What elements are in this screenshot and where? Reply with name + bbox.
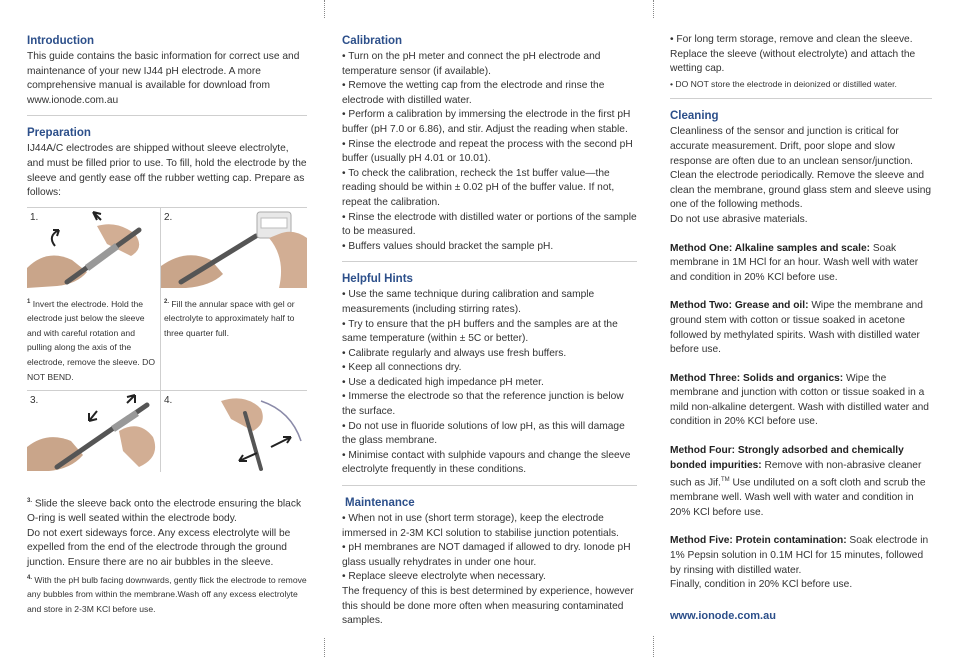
- hint-item: • Keep all connections dry.: [342, 362, 462, 374]
- calibration-item: • Remove the wetting cap from the electrode and rinse the electrode with distilled water.: [342, 80, 605, 106]
- hands-replacing-sleeve-illustration: [27, 391, 161, 472]
- hint-item: • Do not use in fluoride solutions of low pH, as this will damage the glass membrane.: [342, 420, 625, 447]
- maintenance-item: • When not in use (short term storage), keep the electrode immersed in 2-3M KCl solution to stabilise junction potentials.: [342, 513, 619, 539]
- website-link[interactable]: www.ionode.com.au: [670, 609, 776, 622]
- step-3-caption: $^{3.}$ Slide the sleeve back onto the electrode ensuring the black O-ring is well seated within the electrode body.: [27, 498, 302, 525]
- step-3-number: 3.: [30, 395, 39, 407]
- maintenance-heading: Maintenance: [345, 497, 415, 510]
- helpful-hints-heading: Helpful Hints: [342, 273, 413, 286]
- hand-filling-electrolyte-illustration: [161, 208, 307, 289]
- cleaning-note: Do not use abrasive materials.: [670, 213, 808, 225]
- preparation-heading: Preparation: [27, 127, 91, 140]
- method-five: Method Five: Protein contamination: Soak electrode in 1% Pepsin solution in 0.1M HCl for 15 minutes, followed by rinsing with distilled water.: [670, 535, 929, 576]
- divider: [670, 98, 932, 99]
- fold-mark-top-right: [653, 0, 654, 18]
- calibration-item: • Perform a calibration by immersing the electrode in the first pH buffer (pH 7.0 or 6.86), and stir. Adjust the reading when stable.: [342, 109, 631, 135]
- method-four: Method Four: Strongly adsorbed and chemically bonded impurities: Remove with non-abrasive cleaner such as Jif.™ Use undiluted on a soft cloth and scrub the membrane well. Wash well with water and condition in 20% KCl before use.: [670, 445, 926, 518]
- step-1-photo: [27, 208, 161, 289]
- step-4-caption: $^{4.}$ With the pH bulb facing downwards, gently flick the electrode to remove any bubbles from within the membrane.Wash off any excess electrolyte and store in 2-3M KCl before use.: [27, 574, 307, 614]
- method-three: Method Three: Solids and organics: Wipe the membrane and junction with cotton or tissue soaked in a mild non-alkaline detergent. Wash with distilled water and condition in 20% KCl before use.: [670, 372, 929, 428]
- introduction-heading: Introduction: [27, 35, 95, 47]
- fold-mark-top-left: [324, 0, 325, 18]
- step-3-photo: [27, 390, 161, 472]
- step-2-number: 2.: [164, 211, 173, 223]
- hint-item: • Use the same technique during calibration and sample measurements (including stirring rates).: [342, 289, 595, 315]
- column-left: [27, 33, 307, 616]
- calibration-item: • Buffers values should bracket the sample pH.: [342, 240, 554, 252]
- hand-flicking-electrode-illustration: [161, 391, 307, 472]
- introduction-text: This guide contains the basic information for correct use and maintenance of your new IJ44 pH electrode. A more comprehensive manual is available for download from www.ionode.com.au: [27, 51, 300, 106]
- cleaning-heading: Cleaning: [670, 110, 719, 123]
- cleaning-text: Cleanliness of the sensor and junction is critical for accurate measurement. Drift, poor slope and slow response are often due to an unclean sensor/junction. Clean the electrode periodically. Remove the sleeve and clean the membrane, ground glass stem and sleeve using one of the following methods.: [670, 126, 932, 211]
- hint-item: • Try to ensure that the pH buffers and the samples are at the same temperature (within ± 5C or better).: [342, 318, 618, 345]
- step-4-number: 4.: [164, 395, 173, 407]
- divider: [342, 261, 637, 262]
- divider: [27, 115, 307, 116]
- hint-item: • Minimise contact with sulphide vapours and change the sleeve electrolyte frequently in these conditions.: [342, 449, 631, 476]
- column-right: [670, 33, 932, 623]
- preparation-text: IJ44A/C electrodes are shipped without sleeve electrolyte, and must be filled prior to use. To fill, hold the electrode by the sleeve and gently ease off the rubber wetting cap. Prepare as follows:: [27, 143, 307, 199]
- step-4-photo: [161, 390, 307, 472]
- step-2-photo: [161, 208, 307, 289]
- storage-text: • For long term storage, remove and clean the sleeve. Replace the sleeve (without electrolyte) and attach the wetting cap.: [670, 34, 916, 75]
- maintenance-item: • pH membranes are NOT damaged if allowed to dry. Ionode pH glass usually rehydrates in under one hour.: [342, 542, 631, 568]
- calibration-item: • Rinse the electrode and repeat the process with the second pH buffer (usually pH 4.01 or 10.01).: [342, 138, 633, 165]
- maintenance-item: • Replace sleeve electrolyte when necessary.: [342, 571, 546, 583]
- step-2-caption: $^{2.}$ Fill the annular space with gel or electrolyte to approximately half to three quarter full.: [164, 298, 295, 338]
- storage-warning: • DO NOT store the electrode in deionized or distilled water.: [670, 78, 897, 89]
- preparation-steps-grid: [27, 207, 307, 472]
- hands-removing-sleeve-illustration: [27, 208, 161, 289]
- column-middle: [342, 33, 637, 629]
- method-two: Method Two: Grease and oil: Wipe the membrane and ground stem with cotton or tissue soaked in acetone followed by methylated spirits. Wash with distilled water before use.: [670, 300, 923, 356]
- maintenance-item: The frequency of this is best determined by experience, however this should be done more often when measuring contaminated samples.: [342, 586, 634, 627]
- calibration-item: • Rinse the electrode with distilled water or portions of the sample to be measured.: [342, 211, 637, 238]
- hint-item: • Immerse the electrode so that the reference junction is below the surface.: [342, 391, 624, 418]
- calibration-heading: Calibration: [342, 35, 403, 47]
- divider: [342, 485, 637, 486]
- trademark-mark: TM: [720, 477, 730, 484]
- calibration-item: • To check the calibration, recheck the 1st buffer value—the reading should be within ± 0.02 pH of the buffer value. If not, repeat the calibration.: [342, 167, 615, 208]
- method-one: Method One: Alkaline samples and scale: Soak membrane in 1M HCl for an hour. Wash well with water and condition in 20% KCl before use.: [670, 242, 919, 283]
- hint-item: • Calibrate regularly and always use fresh buffers.: [342, 347, 567, 359]
- method-five-final: Finally, condition in 20% KCl before use.: [670, 579, 853, 591]
- step-1-caption: $^1$ Invert the electrode. Hold the electrode just below the sleeve and with careful rotation and pulling along the axis of the electrode, remove the sleeve. DO NOT BEND.: [27, 289, 161, 390]
- hint-item: • Use a dedicated high impedance pH meter.: [342, 376, 544, 388]
- step-3-warning: Do not exert sideways force. Any excess electrolyte will be expelled from the end of the electrode through the ground junction. Ensure there are no air bubbles in the sleeve.: [27, 527, 291, 568]
- fold-mark-bottom-left: [324, 638, 325, 657]
- fold-mark-bottom-right: [653, 636, 654, 657]
- calibration-item: • Turn on the pH meter and connect the pH electrode and temperature sensor (if available).: [342, 51, 601, 77]
- step-1-number: 1.: [30, 211, 39, 223]
